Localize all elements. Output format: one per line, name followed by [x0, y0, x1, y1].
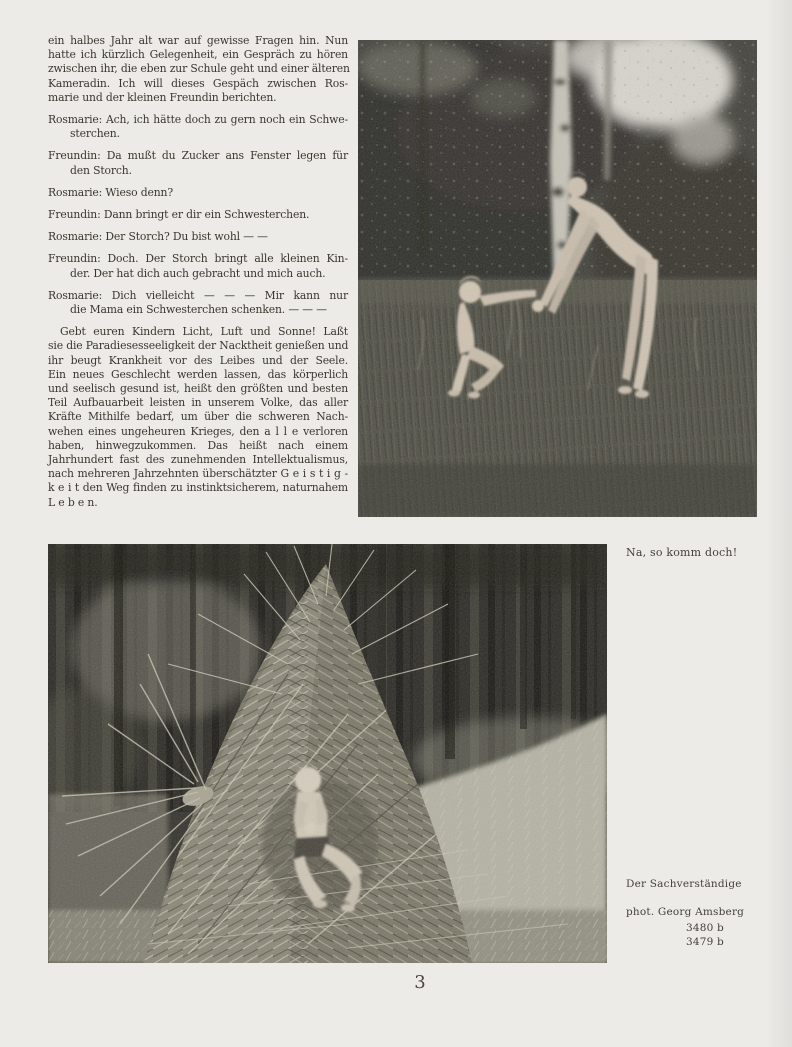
text-line: Rosmarie: Ach, ich hätte doch zu gern noch ein Schwe-	[48, 113, 348, 127]
credit-photographer: phot. Georg Amsberg	[626, 906, 745, 918]
text-line: den Storch.	[70, 163, 132, 177]
dialogue-entry	[48, 208, 348, 222]
text-line: Jahrhundert fast des zunehmenden Intellektualismus,	[48, 453, 348, 467]
photo-child-at-haystack	[48, 544, 607, 963]
text-line: nach mehreren Jahrzehnten überschätzter G e i s t i g -	[48, 467, 348, 481]
text-line: haben, hinwegzukommen. Das heißt nach einem	[48, 438, 348, 452]
text-line: k e i t den Weg finden zu instinktsicherem, naturnahem	[48, 481, 348, 495]
credit-number-1: 3480 b	[686, 922, 724, 934]
top-photo-caption: Na, so komm doch!	[626, 546, 738, 559]
article-text-column	[48, 34, 348, 510]
text-line: Freundin: Da mußt du Zucker ans Fenster legen für	[48, 149, 348, 163]
credit-title: Der Sachverständige	[626, 878, 742, 890]
photo-woman-and-child	[358, 40, 757, 517]
credit-number-2: 3479 b	[686, 935, 724, 948]
dialogue-section	[48, 113, 348, 317]
text-line: ein halbes Jahr alt war auf gewisse Fragen hin. Nun	[48, 34, 348, 47]
text-line: Kräfte Mithilfe bedarf, um über die schweren Nach-	[48, 410, 348, 424]
dialogue-entry	[48, 289, 348, 317]
text-line: Kameradin. Ich will dieses Gespäch zwischen Ros-	[48, 76, 348, 90]
dialogue-entry	[48, 186, 348, 200]
text-line: Rosmarie: Wieso denn?	[48, 185, 173, 199]
text-line: und seelisch gesund ist, heißt den größten und besten	[48, 382, 348, 396]
text-line: wehen eines ungeheuren Krieges, den a l l e verloren	[48, 424, 348, 438]
text-line: zwischen ihr, die eben zur Schule geht und einer älteren	[48, 62, 350, 76]
page-number: 3	[414, 972, 426, 993]
photo-grain	[48, 544, 607, 963]
dialogue-entry	[48, 149, 348, 177]
photo-credit-block	[626, 878, 776, 949]
closing-paragraph	[48, 325, 348, 510]
photo-grain	[358, 40, 757, 517]
photo-child-at-haystack-art	[48, 544, 607, 963]
text-line: sie die Paradiesesseeligkeit der Nacktheit genießen und	[48, 339, 349, 353]
text-line: der. Der hat dich auch gebracht und mich auch.	[70, 266, 326, 280]
text-line: sterchen.	[70, 127, 120, 141]
text-line: Ein neues Geschlecht werden lassen, das körperlich	[48, 367, 348, 381]
text-line: die Mama ein Schwesterchen schenken. — — —	[70, 303, 327, 317]
dialogue-entry	[48, 230, 348, 244]
text-line: hatte ich kürzlich Gelegenheit, ein Gespräch zu hören	[48, 48, 348, 62]
dialogue-entry	[48, 252, 348, 280]
photo-woman-and-child-art	[358, 40, 757, 517]
text-line: Rosmarie: Der Storch? Du bist wohl — —	[48, 230, 268, 244]
text-line: Rosmarie: Dich vielleicht — — — Mir kann nur	[48, 288, 348, 302]
text-line: marie und der kleinen Freundin berichten.	[48, 90, 277, 104]
text-line: Teil Aufbauarbeit leisten in unserem Volke, das aller	[48, 396, 348, 410]
text-line: ihr beugt Krankheit vor des Leibes und der Seele.	[48, 353, 348, 367]
intro-paragraph	[48, 34, 348, 105]
text-line: Freundin: Doch. Der Storch bringt alle kleinen Kin-	[48, 252, 348, 266]
text-line: Gebt euren Kindern Licht, Luft und Sonne! Laßt	[60, 325, 348, 339]
dialogue-entry	[48, 113, 348, 141]
text-line: L e b e n.	[48, 495, 98, 509]
text-line: Freundin: Dann bringt er dir ein Schwesterchen.	[48, 208, 310, 222]
